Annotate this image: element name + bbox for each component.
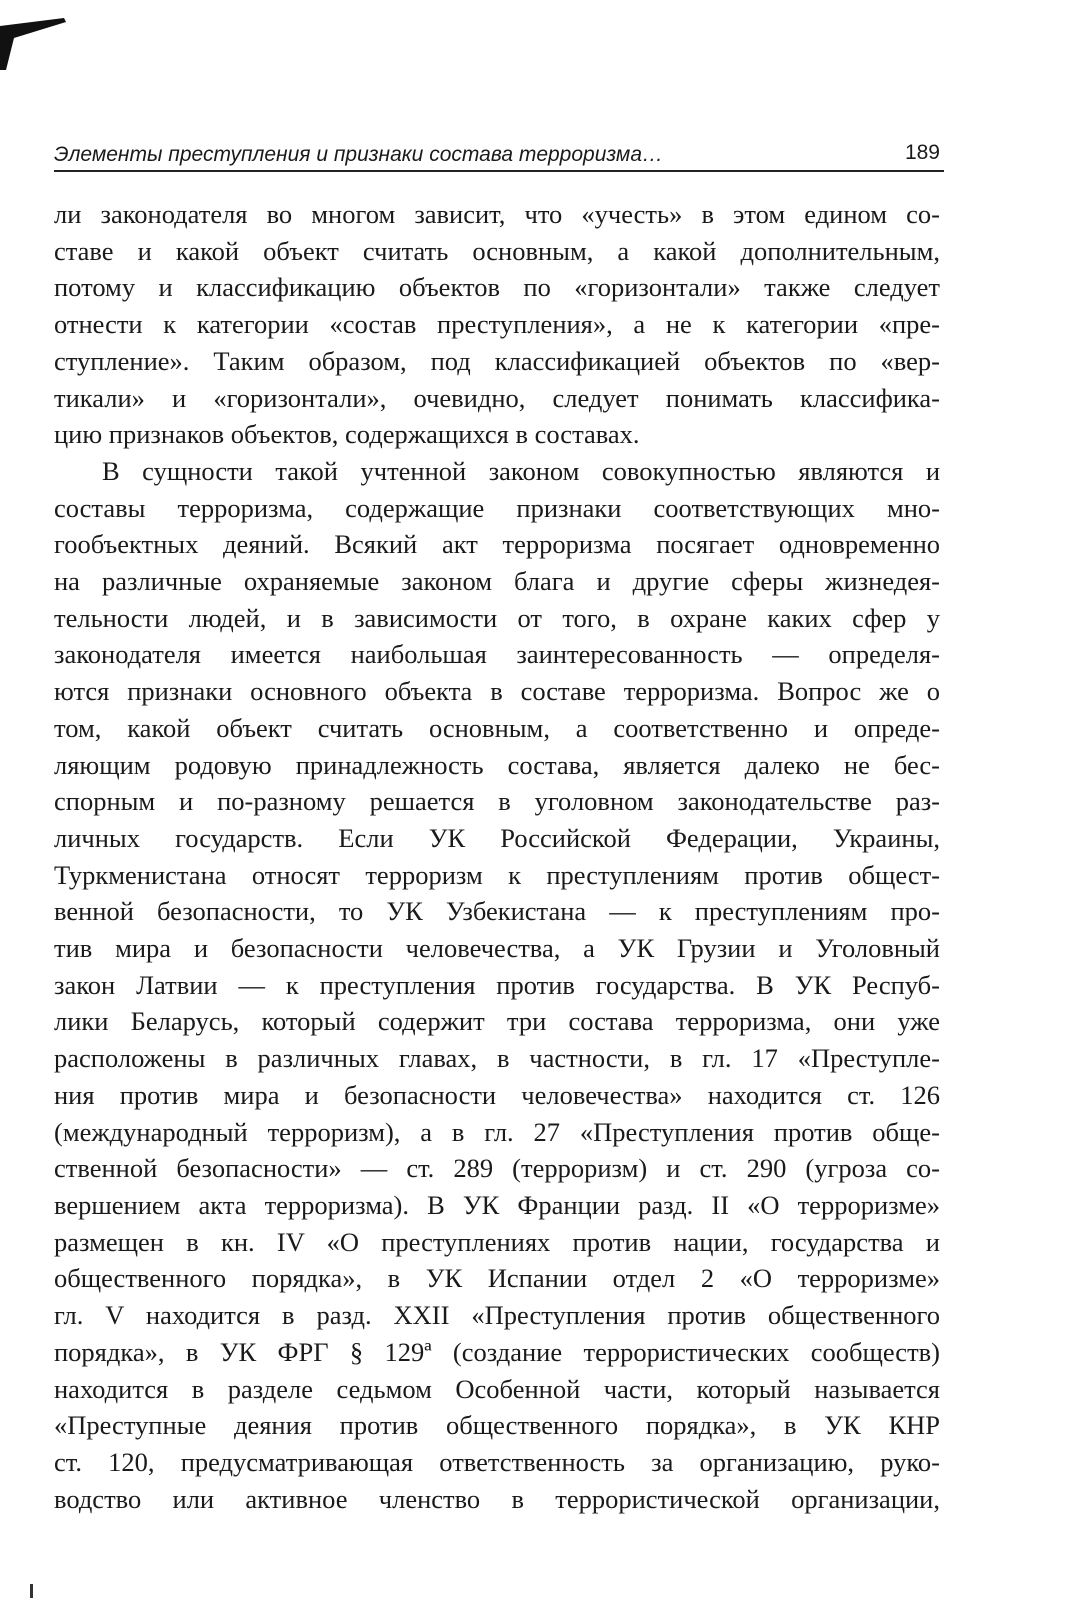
text-line: порядка», в УК ФРГ § 129ª (создание террористических сообществ): [54, 1336, 940, 1367]
paragraph-2: [54, 453, 940, 1517]
scan-edge-mark: [30, 1584, 33, 1598]
text-line: «Преступные деяния против общественного порядка», в УК КНР: [54, 1410, 940, 1441]
text-line: венной безопасности, то УК Узбекистана — к преступлениям про-: [54, 896, 940, 927]
text-line: В сущности такой учтенной законом совокупностью являются и: [102, 455, 940, 486]
page-number: 189: [904, 141, 940, 164]
text-body: [54, 196, 940, 1517]
text-line: ли законодателя во многом зависит, что «учесть» в этом едином со-: [54, 199, 940, 229]
text-line: спорным и по-разному решается в уголовном законодательстве раз-: [54, 786, 940, 817]
text-line: лики Беларусь, который содержит три состава терроризма, они уже: [54, 1006, 940, 1037]
text-line: ступление». Таким образом, под классификацией объектов по «вер-: [54, 345, 940, 376]
text-line: Туркменистана относят терроризм к преступлениям против общест-: [54, 859, 940, 890]
text-line: личных государств. Если УК Российской Федерации, Украины,: [54, 822, 940, 853]
text-line: общественного порядка», в УК Испании отдел 2 «О терроризме»: [54, 1263, 940, 1294]
text-line: находится в разделе седьмом Особенной части, который называется: [54, 1373, 940, 1404]
text-line: тельности людей, и в зависимости от того, в охране каких сфер у: [54, 602, 940, 633]
text-line: расположены в различных главах, в частности, в гл. 17 «Преступле-: [54, 1043, 940, 1074]
scan-corner-mark: [0, 14, 72, 70]
text-line: размещен в кн. IV «О преступлениях против нации, государства и: [54, 1226, 940, 1257]
running-header: [54, 136, 944, 172]
text-line: тикали» и «горизонтали», очевидно, следует понимать классифика-: [54, 382, 940, 413]
text-line: ст. 120, предусматривающая ответственность за организацию, руко-: [54, 1446, 940, 1477]
header-title: Элементы преступления и признаки состава терроризма…: [54, 143, 663, 166]
text-line: водство или активное членство в террористической организации,: [54, 1483, 940, 1514]
text-line: законодателя имеется наибольшая заинтересованность — определя-: [54, 639, 940, 670]
text-line: гл. V находится в разд. XXII «Преступления против общественного: [54, 1300, 940, 1331]
text-line: составы терроризма, содержащие признаки соответствующих мно-: [54, 492, 940, 523]
text-line: вершением акта терроризма). В УК Франции разд. II «О терроризме»: [54, 1189, 940, 1220]
text-line: ставе и какой объект считать основным, а какой дополнительным,: [54, 235, 940, 266]
text-line: потому и классификацию объектов по «горизонтали» также следует: [54, 272, 940, 303]
text-line: ственной безопасности» — ст. 289 (терроризм) и ст. 290 (угроза со-: [54, 1153, 940, 1184]
text-line: на различные охраняемые законом блага и другие сферы жизнедея-: [54, 566, 940, 597]
paragraph-1: [54, 196, 940, 453]
text-line: ются признаки основного объекта в составе терроризма. Вопрос же о: [54, 676, 940, 707]
text-line: тив мира и безопасности человечества, а УК Грузии и Уголовный: [54, 933, 940, 964]
text-line: ляющим родовую принадлежность состава, является далеко не бес-: [54, 749, 940, 780]
text-line: отнести к категории «состав преступления», а не к категории «пре-: [54, 309, 940, 340]
text-line: гообъектных деяний. Всякий акт терроризма посягает одновременно: [54, 529, 940, 560]
text-line: ния против мира и безопасности человечества» находится ст. 126: [54, 1079, 940, 1110]
text-line: закон Латвии — к преступления против государства. В УК Респуб-: [54, 969, 940, 1000]
text-line: том, какой объект считать основным, а соответственно и опреде-: [54, 712, 940, 743]
text-line: (международный терроризм), а в гл. 27 «Преступления против обще-: [54, 1116, 940, 1147]
text-line: цию признаков объектов, содержащихся в составах.: [54, 419, 640, 450]
